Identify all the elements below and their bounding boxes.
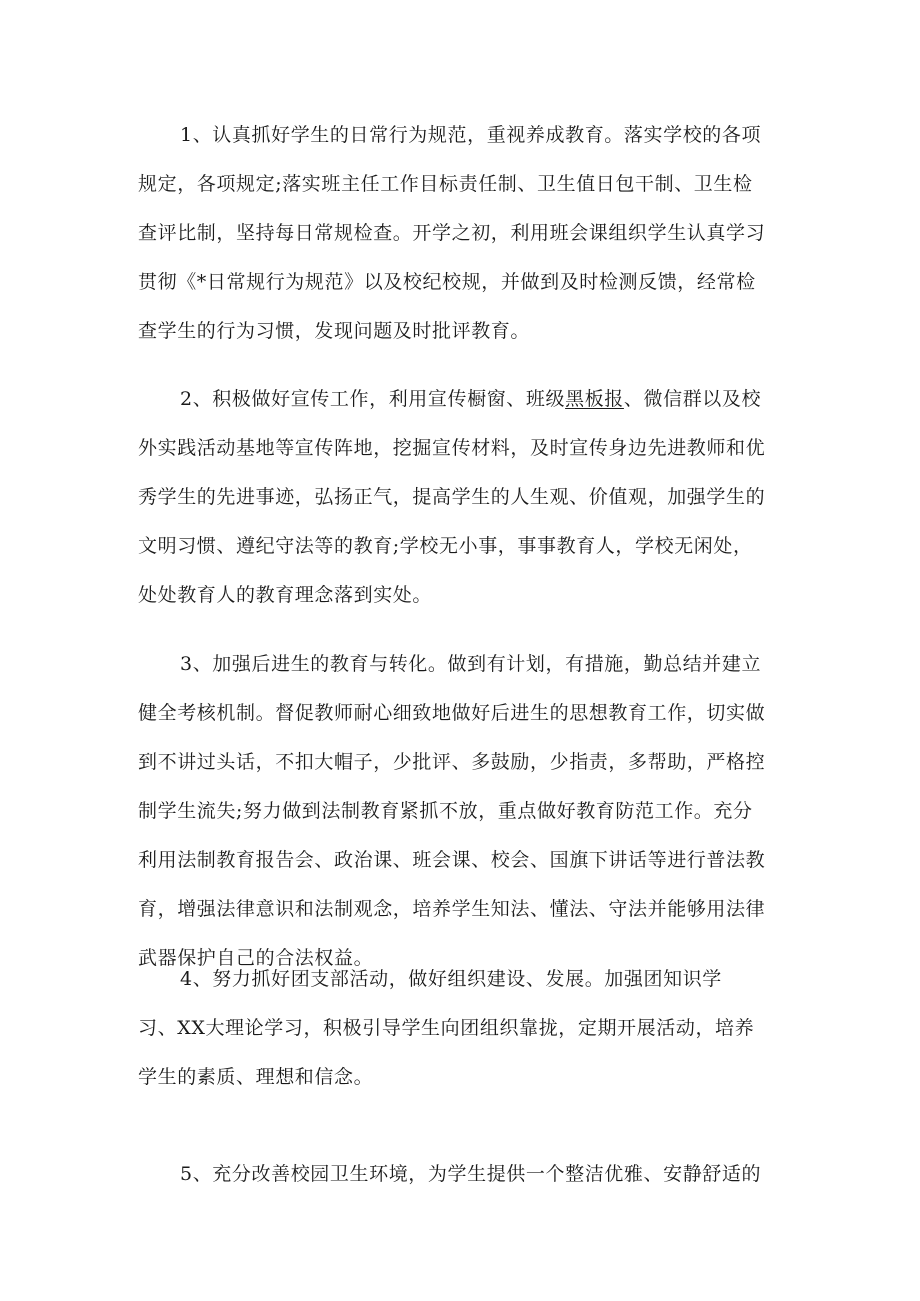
paragraph-5 bbox=[138, 1150, 798, 1199]
paragraph-3-line-4: 制学生流失;努力做到法制教育紧抓不放，重点做好教育防范工作。充分 bbox=[138, 800, 753, 822]
paragraph-2-line-4: 文明习惯、遵纪守法等的教育;学校无小事，事事教育人，学校无闲处， bbox=[138, 535, 753, 557]
blackboard-link[interactable]: 黑板报 bbox=[565, 388, 624, 410]
paragraph-4-line-2: 习、XX大理论学习，积极引导学生向团组织靠拢，定期开展活动，培养 bbox=[138, 1017, 755, 1039]
paragraph-1-line-5: 查学生的行为习惯，发现问题及时批评教育。 bbox=[138, 320, 531, 342]
paragraph-4-line-3: 学生的素质、理想和信念。 bbox=[138, 1066, 374, 1088]
paragraph-5-line-1: 5、充分改善校园卫生环境，为学生提供一个整洁优雅、安静舒适的 bbox=[180, 1163, 762, 1185]
paragraph-1 bbox=[138, 111, 798, 356]
paragraph-3-line-2: 健全考核机制。督促教师耐心细致地做好后进生的思想教育工作，切实做 bbox=[138, 702, 766, 724]
paragraph-4 bbox=[138, 955, 798, 1102]
paragraph-3 bbox=[138, 640, 798, 983]
paragraph-1-line-2: 规定，各项规定;落实班主任工作目标责任制、卫生值日包干制、卫生检 bbox=[138, 173, 753, 195]
paragraph-1-line-3: 查评比制，坚持每日常规检查。开学之初，利用班会课组织学生认真学习 bbox=[138, 222, 766, 244]
paragraph-1-line-1: 1、认真抓好学生的日常行为规范，重视养成教育。落实学校的各项 bbox=[180, 124, 762, 146]
paragraph-1-line-4: 贯彻《*日常规行为规范》以及校纪校规，并做到及时检测反馈，经常检 bbox=[138, 271, 756, 293]
paragraph-2-line-1-after: 、微信群以及校 bbox=[623, 388, 762, 410]
paragraph-4-line-1: 4、努力抓好团支部活动，做好组织建设、发展。加强团知识学 bbox=[180, 968, 722, 990]
paragraph-2 bbox=[138, 375, 798, 620]
paragraph-3-line-5: 利用法制教育报告会、政治课、班会课、校会、国旗下讲话等进行普法教 bbox=[138, 849, 766, 871]
paragraph-2-line-1 bbox=[138, 375, 798, 424]
paragraph-2-line-3: 秀学生的先进事迹，弘扬正气，提高学生的人生观、价值观，加强学生的 bbox=[138, 486, 766, 508]
paragraph-3-line-7: 武器保护自己的合法权益。 bbox=[138, 947, 374, 969]
paragraph-2-line-1-before: 2、积极做好宣传工作，利用宣传橱窗、班级 bbox=[180, 388, 566, 410]
paragraph-2-line-5: 处处教育人的教育理念落到实处。 bbox=[138, 584, 433, 606]
paragraph-2-line-2: 外实践活动基地等宣传阵地，挖掘宣传材料，及时宣传身边先进教师和优 bbox=[138, 437, 766, 459]
paragraph-3-line-3: 到不讲过头话，不扣大帽子，少批评、多鼓励，少指责，多帮助，严格控 bbox=[138, 751, 766, 773]
paragraph-3-line-6: 育，增强法律意识和法制观念，培养学生知法、懂法、守法并能够用法律 bbox=[138, 898, 766, 920]
paragraph-3-line-1: 3、加强后进生的教育与转化。做到有计划，有措施，勤总结并建立 bbox=[180, 653, 762, 675]
